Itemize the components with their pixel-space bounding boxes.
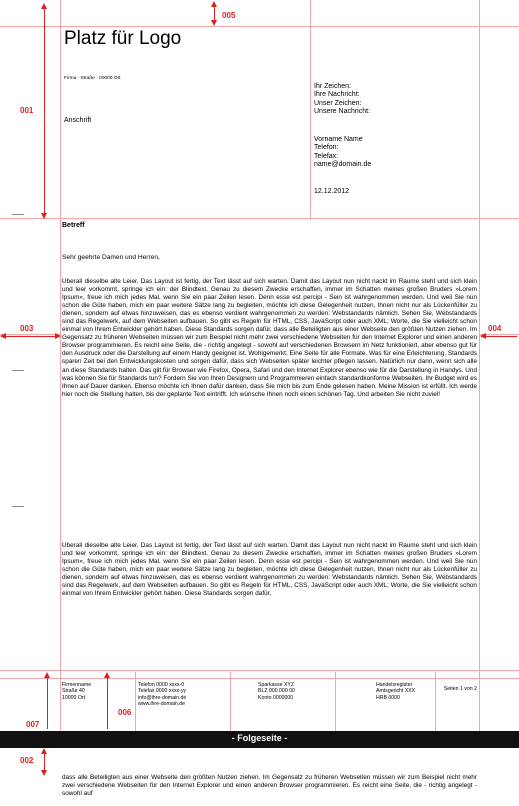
arrow-006	[107, 676, 108, 729]
arrow-005-head-bottom	[211, 20, 217, 26]
contact-email: name@domain.de	[314, 160, 372, 168]
ref-ihr-zeichen: Ihr Zeichen:	[314, 83, 351, 90]
label-006: 006	[118, 708, 132, 717]
label-004: 004	[488, 324, 502, 333]
ref-unsere-nachricht: Unsere Nachricht:	[314, 107, 371, 115]
salutation: Sehr geehrte Damen und Herren,	[62, 254, 160, 261]
footer-court: Amtsgericht XXX	[376, 688, 416, 695]
guide-footer-1	[135, 672, 136, 731]
arrow-005-head-top	[211, 1, 217, 7]
folgeseite-label: - Folgeseite -	[231, 733, 288, 743]
guide-footer-3	[335, 672, 336, 731]
arrow-001-head-top	[41, 3, 47, 9]
footer-company	[62, 682, 91, 701]
contact-fax: Telefax:	[314, 152, 339, 160]
address-label: Anschrift	[64, 117, 92, 124]
body-paragraph-1: Überall dieselbe alte Leier. Das Layout ist fertig, der Text lässt auf sich warten. Damit das Layout nun nicht nackt im Raume steht und sich klein und leer vorkommt, springe ich ein: der Blindtext. Genau zu diesem Zwecke erschaffen, immer im Schatten meines großen Bruders »Lorem Ipsum«, freue ich mich jedes Mal, wenn Sie ein paar Zeilen lesen. Denn esse est percipi - Sein ist wahrgenommen werden. Und weil Sie nun schon die Güte haben, mich ein paar weitere Sätze lang zu begleiten, möchte ich diese Gelegenheit nutzen, Ihnen nicht nur als Lückenfüller zu dienen, sondern auf etwas hinzuweisen, das es ebenso verdient wahrgenommen zu werden: Webstandards nämlich. Sehen Sie, Webstandards sind das Regelwerk, auf dem Webseiten aufbauen. So gibt es Regeln für HTML, CSS, JavaScript oder auch XML; Worte, die Sie vielleicht schon einmal von Ihrem Entwickler gehört haben. Diese Standards sorgen dafür, dass alle Beteiligten aus einer Webseite den größten Nutzen ziehen. Im Gegensatz zu früheren Webseiten müssen wir zum Beispiel nicht mehr zwei verschiedene Webseiten für den Internet Explorer und einen anderen Browser programmieren. Es reicht eine Seite, die - richtig angelegt - sowohl auf verschiedenen Browsern im Netz funktioniert, aber ebenso gut für den Ausdruck oder die Darstellung auf einem Handy geeignet ist. Wohlgemerkt: Eine Seite für alle Formate. Was für eine Erleichterung. Standards sparen Zeit bei den Entwicklungskosten und sorgen dafür, dass sich Webseiten später leichter pflegen lassen. Natürlich nur dann, wenn sich alle an diese Standards halten. Das gilt für Browser wie Firefox, Opera, Safari und den Internet Explorer ebenso wie für die Darstellung in Handys. Und was können Sie für Standards tun? Fordern Sie von Ihren Designern und Programmieren einfach standardkonforme Webseiten. Ihr Budget wird es Ihnen auf Dauer danken. Ebenso möchte ich Ihnen dafür danken, dass Sie mich bis zum Ende gelesen haben. Meine Mission ist erfüllt. Ich werde hier noch die Stellung halten, bis der geplante Text eintrifft. Ich wünsche Ihnen noch einen schönen Tag. Und arbeiten Sie nicht zuviel!	[62, 278, 477, 398]
footer-street: Straße 40	[62, 688, 85, 695]
guide-ref-left	[310, 0, 311, 218]
footer-bank-name: Sparkasse XYZ	[258, 682, 295, 688]
page-number: Seiten 1 von 2	[443, 686, 477, 692]
footer-city: 10000 Ort	[62, 694, 86, 701]
footer-email: info@ihre-domain.de	[138, 694, 187, 701]
arrow-005	[214, 5, 215, 21]
arrow-003-head-right	[55, 333, 61, 339]
arrow-001-head-bottom	[41, 213, 47, 219]
punch-mark	[12, 506, 24, 507]
label-001: 001	[20, 106, 34, 115]
guide-body-bottom	[0, 670, 519, 671]
sender-line: Firma · Straße · 00000 Ort	[64, 76, 121, 81]
footer-website: www.ihre-domain.de	[138, 700, 185, 707]
ref-ihre-nachricht: Ihre Nachricht:	[314, 91, 360, 99]
arrow-006-head-top	[104, 672, 110, 678]
footer-phone: Telefon 0000 xxxx-0	[138, 682, 185, 688]
arrow-002	[44, 752, 45, 772]
arrow-002-head-bottom	[41, 770, 47, 776]
arrow-007	[47, 676, 48, 729]
footer-fax: Telefax 0000 xxxx-yy	[138, 688, 187, 695]
fold-mark-2	[12, 370, 24, 371]
guide-footer-2	[230, 672, 231, 731]
guide-footer-top	[0, 678, 519, 679]
body-paragraph-3: dass alle Beteiligten aus einer Webseite den größten Nutzen ziehen. Im Gegensatz zu früheren Webseiten müssen wir zum Beispiel nicht mehr zwei verschiedene Webseiten für den Internet Explorer und einen anderen Browser programmieren. Es reicht eine Seite, die - richtig angelegt - sowohl auf	[62, 774, 477, 798]
reference-block	[314, 83, 370, 116]
footer-register-label: Handelsregister	[376, 682, 413, 688]
subject: Betreff	[62, 222, 85, 229]
arrow-007-head-top	[44, 672, 50, 678]
label-005: 005	[222, 11, 236, 20]
letter-date: 12.12.2012	[314, 188, 350, 195]
guide-header-bottom	[0, 218, 519, 219]
guide-top	[0, 26, 519, 27]
label-002: 002	[20, 756, 34, 765]
arrow-003-head-left	[0, 333, 6, 339]
footer-contact	[138, 682, 186, 707]
guide-margin-left	[0, 334, 60, 335]
logo-placeholder: Platz für Logo	[64, 28, 182, 49]
footer-register	[376, 682, 415, 701]
label-003: 003	[20, 324, 34, 333]
footer-blz: BLZ 000 000 00	[258, 688, 295, 695]
arrow-004-head-left	[480, 333, 486, 339]
label-007: 007	[26, 720, 40, 729]
footer-konto: Konto 0000000	[258, 694, 294, 701]
guide-footer-4	[435, 672, 436, 731]
contact-phone: Telefon:	[314, 144, 339, 152]
arrow-003	[4, 336, 58, 337]
arrow-001	[44, 8, 45, 216]
body-paragraph-2: Überall dieselbe alte Leier. Das Layout ist fertig, der Text lässt auf sich warten. Damit das Layout nun nicht nackt im Raume steht und sich klein und leer vorkommt, springe ich ein: der Blindtext. Genau zu diesem Zwecke erschaffen, immer im Schatten meines großen Bruders »Lorem Ipsum«, freue ich mich jedes Mal, wenn Sie ein paar Zeilen lesen. Denn esse est percipi - Sein ist wahrgenommen werden. Und weil Sie nun schon die Güte haben, mich ein paar weitere Sätze lang zu begleiten, möchte ich diese Gelegenheit nutzen, Ihnen nicht nur als Lückenfüller zu dienen, sondern auf etwas hinzuweisen, das es ebenso verdient wahrgenommen zu werden: Webstandards nämlich. Sehen Sie, Webstandards sind das Regelwerk, auf dem Webseiten aufbauen. So gibt es Regeln für HTML, CSS, JavaScript oder auch XML; Worte, die Sie vielleicht schon einmal von Ihrem Entwickler gehört haben. Diese Standards sorgen dafür,	[62, 542, 477, 598]
footer-bank	[258, 682, 295, 701]
guide-right	[479, 0, 480, 731]
contact-block	[314, 136, 371, 169]
arrow-004	[483, 336, 517, 337]
footer-company-name: Firmenname	[62, 682, 92, 688]
contact-name: Vorname Name	[314, 136, 363, 143]
fold-mark-1	[12, 214, 24, 215]
ref-unser-zeichen: Unser Zeichen:	[314, 99, 362, 107]
arrow-002-head-top	[41, 748, 47, 754]
footer-hrb: HRB 0000	[376, 694, 400, 701]
guide-left	[60, 0, 61, 731]
